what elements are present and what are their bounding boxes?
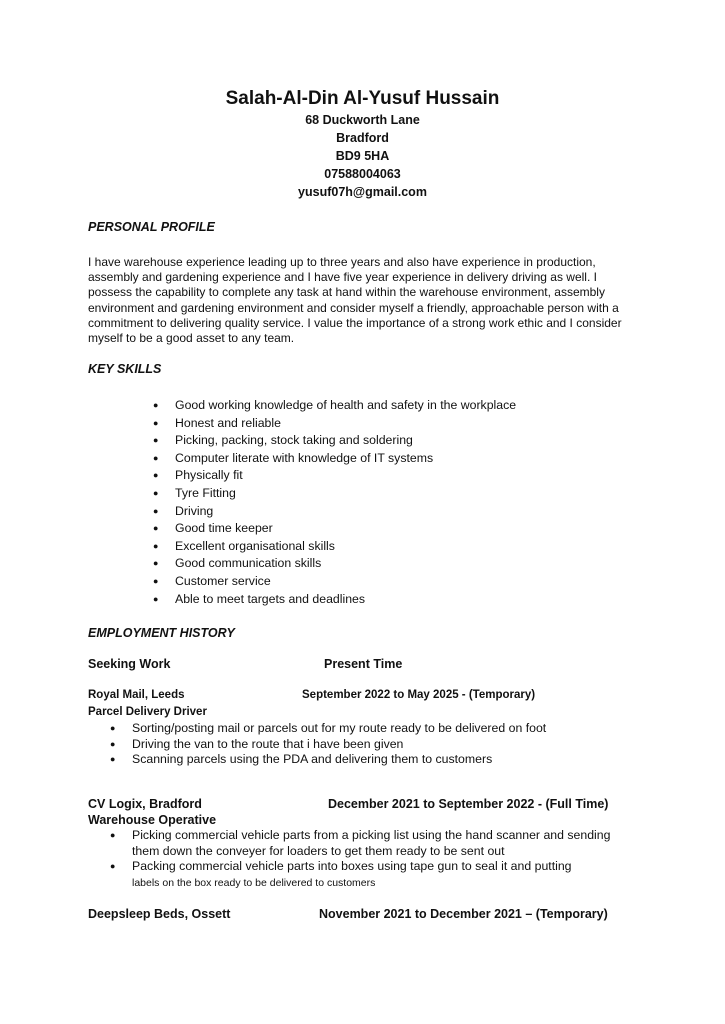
key-skills-list (153, 397, 516, 608)
job-role: Parcel Delivery Driver (88, 706, 207, 718)
job-role: Warehouse Operative (88, 813, 217, 827)
job-company: CV Logix, Bradford (88, 797, 202, 811)
phone-number: 07588004063 (324, 167, 401, 181)
job-dates: September 2022 to May 2025 - (Temporary) (302, 689, 536, 701)
seeking-work-dates: Present Time (324, 657, 403, 671)
candidate-name: Salah-Al-Din Al-Yusuf Hussain (225, 88, 500, 109)
address-postcode: BD9 5HA (335, 149, 390, 163)
list-item: ● Customer service (153, 573, 516, 591)
personal-profile-text: I have warehouse experience leading up to three years and also have experience in production, assembly and gardening experience and I have five year experience in delivery driving as well. I possess the capability to complete any task at hand within the warehouse environment, assembly environment and gardening environment and consider myself a friendly, approachable person with a commitment to delivering quality service. I value the importance of a strong work ethic and I consider myself to be a good asset to any team. (88, 255, 622, 346)
key-skills-heading: KEY SKILLS (88, 362, 162, 376)
list-item: ● Computer literate with knowledge of IT systems (153, 450, 516, 468)
job-dates: November 2021 to December 2021 – (Temporary) (319, 907, 608, 921)
list-item (108, 859, 618, 891)
list-item: ● Sorting/posting mail or parcels out for my route ready to be delivered on foot (108, 721, 618, 737)
list-item: ● Physically fit (153, 467, 516, 485)
duty-text-continued: labels on the box ready to be delivered to customers (132, 876, 376, 889)
list-item: ● Honest and reliable (153, 415, 516, 433)
duty-text: Packing commercial vehicle parts into boxes using tape gun to seal it and putting (132, 859, 572, 874)
seeking-work-label: Seeking Work (88, 657, 171, 671)
job-duties-list (108, 721, 618, 768)
list-item: ● Able to meet targets and deadlines (153, 591, 516, 609)
list-item: ● Scanning parcels using the PDA and delivering them to customers (108, 752, 618, 768)
list-item: ● Good communication skills (153, 555, 516, 573)
cv-header (0, 87, 725, 201)
address-city: Bradford (336, 131, 389, 145)
list-item: ● Driving (153, 503, 516, 521)
email-address: yusuf07h@gmail.com (298, 185, 427, 199)
list-item: ● Good time keeper (153, 520, 516, 538)
employment-history-heading: EMPLOYMENT HISTORY (88, 626, 235, 640)
list-item: ● Driving the van to the route that i have been given (108, 737, 618, 753)
list-item: ● Picking commercial vehicle parts from a picking list using the hand scanner and sending them down the conveyer for loaders to get them ready to be sent out (108, 828, 618, 859)
list-item: ● Good working knowledge of health and safety in the workplace (153, 397, 516, 415)
list-item: ● Picking, packing, stock taking and soldering (153, 432, 516, 450)
job-duties-list (108, 828, 618, 891)
job-company: Royal Mail, Leeds (88, 689, 185, 701)
job-dates: December 2021 to September 2022 - (Full Time) (328, 797, 609, 811)
job-company: Deepsleep Beds, Ossett (88, 907, 231, 921)
list-item: ● Excellent organisational skills (153, 538, 516, 556)
personal-profile-heading: PERSONAL PROFILE (88, 220, 215, 234)
list-item: ● Tyre Fitting (153, 485, 516, 503)
address-line: 68 Duckworth Lane (305, 113, 420, 127)
